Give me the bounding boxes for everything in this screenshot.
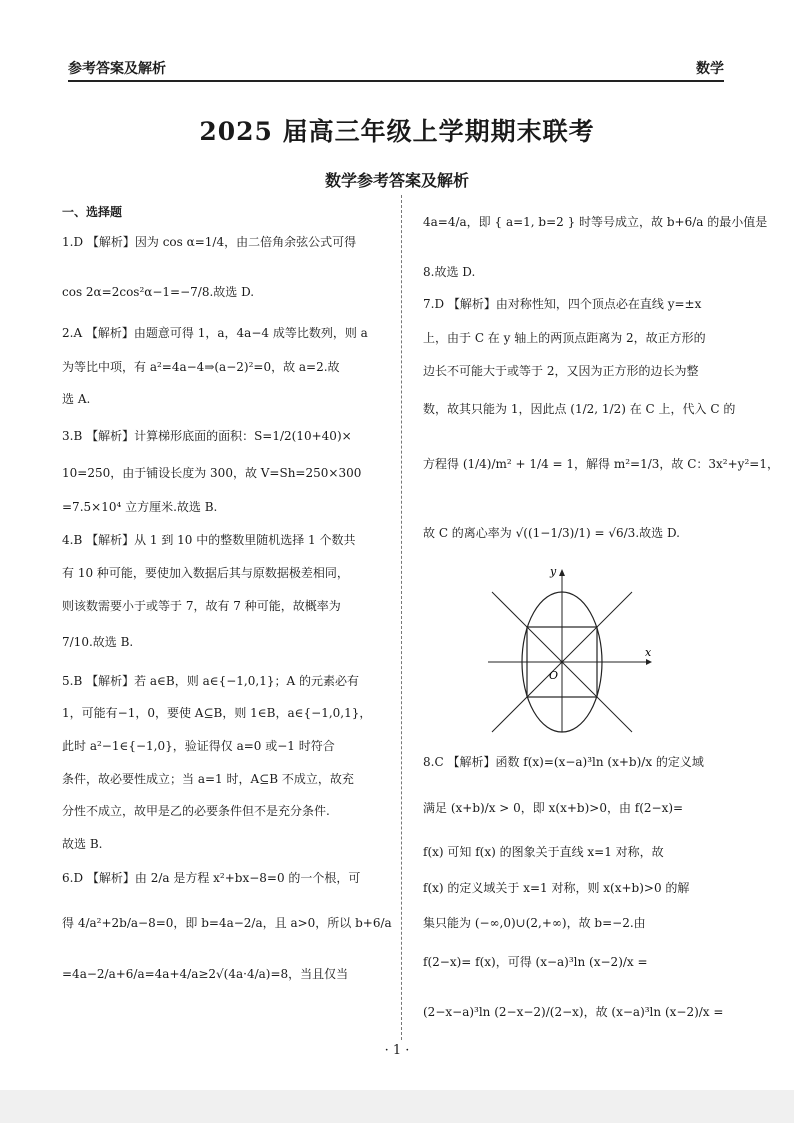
answer-line: 集只能为 (−∞,0)∪(2,+∞)，故 b=−2.由 xyxy=(423,916,646,930)
answer-line: 3.B 【解析】计算梯形底面的面积：S=1/2(10+40)× xyxy=(62,429,352,443)
answer-line: 数，故其只能为 1，因此点 (1/2, 1/2) 在 C 上，代入 C 的 xyxy=(423,402,736,416)
answer-line: 4a=4/a，即 { a=1, b=2 } 时等号成立，故 b+6/a 的最小值是 xyxy=(423,215,768,229)
answer-line: 8.故选 D. xyxy=(423,265,476,279)
answer-line: 1.D 【解析】因为 cos α=1/4，由二倍角余弦公式可得 xyxy=(62,235,357,249)
answer-line: 故 C 的离心率为 √((1−1/3)/1) = √6/3.故选 D. xyxy=(423,526,680,540)
answer-line: =4a−2/a+6/a=4a+4/a≥2√(4a·4/a)=8，当且仅当 xyxy=(62,967,349,981)
answer-line: 得 4/a²+2b/a−8=0，即 b=4a−2/a，且 a>0，所以 b+6/a xyxy=(62,916,392,930)
origin-label: O xyxy=(549,669,559,682)
answer-line: f(x) 的定义域关于 x=1 对称，则 x(x+b)>0 的解 xyxy=(423,881,690,895)
page-number: · 1 · xyxy=(384,1043,410,1058)
header-subject: 数学 xyxy=(696,61,724,77)
answer-line: 方程得 (1/4)/m² + 1/4 = 1，解得 m²=1/3，故 C：3x²+y²=1， xyxy=(423,457,779,471)
y-axis-arrow xyxy=(559,569,565,576)
answer-line: 满足 (x+b)/x > 0，即 x(x+b)>0，由 f(2−x)= xyxy=(423,801,684,815)
answer-line: 4.B 【解析】从 1 到 10 中的整数里随机选择 1 个数共 xyxy=(62,533,356,547)
y-axis-label: y xyxy=(550,566,557,578)
answer-line: 7.D 【解析】由对称性知，四个顶点必在直线 y=±x xyxy=(423,297,702,311)
ellipse-square-figure xyxy=(486,566,658,734)
header-left-title: 参考答案及解析 xyxy=(68,61,166,77)
answer-line: 5.B 【解析】若 a∈B，则 a∈{−1,0,1}；A 的元素必有 xyxy=(62,674,359,688)
answer-line: 10=250，由于铺设长度为 300，故 V=Sh=250×300 xyxy=(62,466,362,480)
document-title: 2025 届高三年级上学期期末联考 xyxy=(199,117,595,146)
column-divider xyxy=(401,195,402,1040)
answer-line: 上，由于 C 在 y 轴上的两顶点距离为 2，故正方形的 xyxy=(423,331,706,345)
answer-line: 1，可能有−1，0，要使 A⊆B，则 1∈B，a∈{−1,0,1}， xyxy=(62,706,372,720)
answer-line: 此时 a²−1∈{−1,0}，验证得仅 a=0 或−1 时符合 xyxy=(62,739,335,753)
x-axis-arrow xyxy=(646,659,652,665)
answer-line: 8.C 【解析】函数 f(x)=(x−a)³ln (x+b)/x 的定义域 xyxy=(423,755,704,769)
answer-line: 边长不可能大于或等于 2，又因为正方形的边长为整 xyxy=(423,364,699,378)
answer-line: =7.5×10⁴ 立方厘米.故选 B. xyxy=(62,500,218,514)
page-header xyxy=(68,50,724,82)
answer-line: 选 A. xyxy=(62,392,91,406)
answer-line: f(2−x)= f(x)，可得 (x−a)³ln (x−2)/x = xyxy=(423,955,648,969)
document-subtitle: 数学参考答案及解析 xyxy=(324,171,469,190)
answer-line: (2−x−a)³ln (2−x−2)/(2−x)，故 (x−a)³ln (x−2)/x = xyxy=(423,1005,724,1019)
answer-line: 2.A 【解析】由题意可得 1，a，4a−4 成等比数列，则 a xyxy=(62,326,368,340)
answer-line: 分性不成立，故甲是乙的必要条件但不是充分条件. xyxy=(62,804,330,818)
x-axis-label: x xyxy=(645,646,652,659)
answer-line: 则该数需要小于或等于 7，故有 7 种可能，故概率为 xyxy=(62,599,341,613)
answer-line: cos 2α=2cos²α−1=−7/8.故选 D. xyxy=(62,285,255,299)
answer-line: 条件，故必要性成立；当 a=1 时，A⊆B 不成立，故充 xyxy=(62,772,354,786)
answer-line: 7/10.故选 B. xyxy=(62,635,134,649)
answer-line: 为等比中项，有 a²=4a−4⇒(a−2)²=0，故 a=2.故 xyxy=(62,360,340,374)
answer-line: f(x) 可知 f(x) 的图象关于直线 x=1 对称，故 xyxy=(423,845,664,859)
page-footer-band xyxy=(0,1090,794,1123)
answer-line: 6.D 【解析】由 2/a 是方程 x²+bx−8=0 的一个根，可 xyxy=(62,871,361,885)
section-heading: 一、选择题 xyxy=(62,205,123,219)
answer-line: 故选 B. xyxy=(62,837,103,851)
answer-line: 有 10 种可能，要使加入数据后其与原数据极差相同， xyxy=(62,566,349,580)
